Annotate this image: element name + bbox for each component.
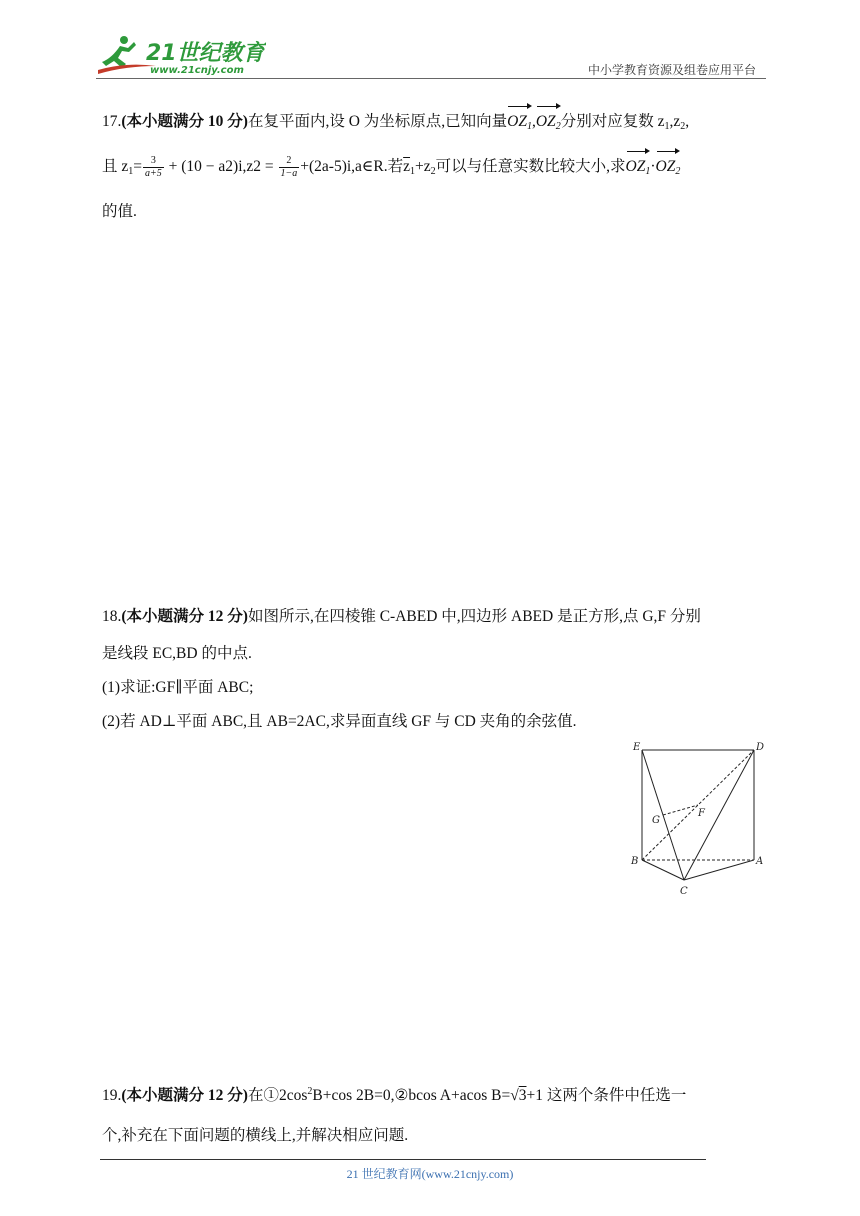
z1-conjugate: $\overline{z}$ [403,158,411,175]
label-b: B [631,856,639,867]
q19-line2: 个,补充在下面问题的横线上,并解决相应问题. [102,1127,409,1144]
vector-oz2-b: $OZ_2$ [656,147,681,192]
q17-line2-c: + (10 − a2)i,z2 = [164,158,278,175]
vector-oz1-b: $OZ_1$ [626,147,651,192]
vector-oz2: $OZ_2$ [536,102,561,147]
sqrt-3: 3 [518,1087,527,1104]
header-platform-text: 中小学教育资源及组卷应用平台 [587,63,756,77]
q18-part2: (2)若 AD⊥平面 ABC,且 AB=2AC,求异面直线 GF 与 CD 夹角的余弦值. [102,713,577,730]
logo-url-text: www.21cnjy.com [150,65,244,76]
header-divider [96,78,766,79]
label-f: F [698,808,705,819]
label-e: E [633,742,641,753]
site-logo [96,32,266,78]
label-c: C [680,886,688,897]
q19-number: 19. [102,1087,122,1104]
footer-divider [100,1159,706,1160]
q18-line1: 如图所示,在四棱锥 C-ABED 中,四边形 ABED 是正方形,点 G,F 分别 [247,608,701,625]
vector-oz1: $OZ_1$ [507,102,532,147]
pyramid-figure [628,738,768,900]
label-g: G [652,815,660,826]
q18-number: 18. [102,608,122,625]
question-17: 17.(本小题满分 10 分)在复平面内,设 O 为坐标原点,已知向量$OZ_1,OZ_2$分别对应复数 $z_1,z_2$, 且 $z_1=$ $\frac{3}{a+5}$ + (10 − a2)i,z2 = $\frac{2}{1-a}$ +(2a-5)i,a∈R.若$\overline{z}_1+z_2$可以与任意实数比较大小,求$OZ_1\cdot OZ_2$ 的值. [102,102,766,232]
label-a: A [756,856,764,867]
question-19: 19.(本小题满分 12 分)在$①2\cos^2B+\cos$ 2B=0,②bcos A+acos B=√3+1 这两个条件中任选一 个,补充在下面问题的横线上,并解决相应问题. [102,1072,766,1156]
question-18 [102,597,766,739]
q18-line2: 是线段 EC,BD 的中点. [102,645,252,662]
q17-line2-b: = [133,158,143,175]
q17-line3: 的值. [102,203,137,220]
fraction-2: $\frac{2}{1-a}$ [280,154,298,179]
q17-score: (本小题满分 10 分) [121,113,248,130]
q19-score: (本小题满分 12 分) [121,1087,248,1104]
q17-line2-f: 可以与任意实数比较大小,求 [435,158,626,175]
q17-number: 17. [102,113,122,130]
q17-line1-a: 在复平面内,设 O 为坐标原点,已知向量 [247,113,508,130]
q17-line2-e: +z [415,158,431,175]
q18-score: (本小题满分 12 分) [121,608,248,625]
footer-text: 21 世纪教育网(www.21cnjy.com) [346,1167,514,1181]
fraction-1: $\frac{3}{a+5}$ [145,154,162,179]
q19-line1-b: B+cos 2B=0,②bcos A+acos B= [312,1087,511,1104]
logo-text: 21世纪教育 [146,41,265,66]
q17-line1-c: ,z [669,113,681,130]
q18-part1: (1)求证:GF∥平面 ABC; [102,679,254,696]
q19-line1-c: +1 这两个条件中任选一 [526,1087,687,1104]
q17-line2-a: 且 z [102,158,129,175]
q17-line2-d: +(2a-5)i,a∈R.若 [300,158,404,175]
q19-line1-a: 在①2cos [247,1087,308,1104]
q17-line1-b: 分别对应复数 z [560,113,665,130]
label-d: D [756,742,765,753]
q17-line1-d: , [685,113,690,130]
